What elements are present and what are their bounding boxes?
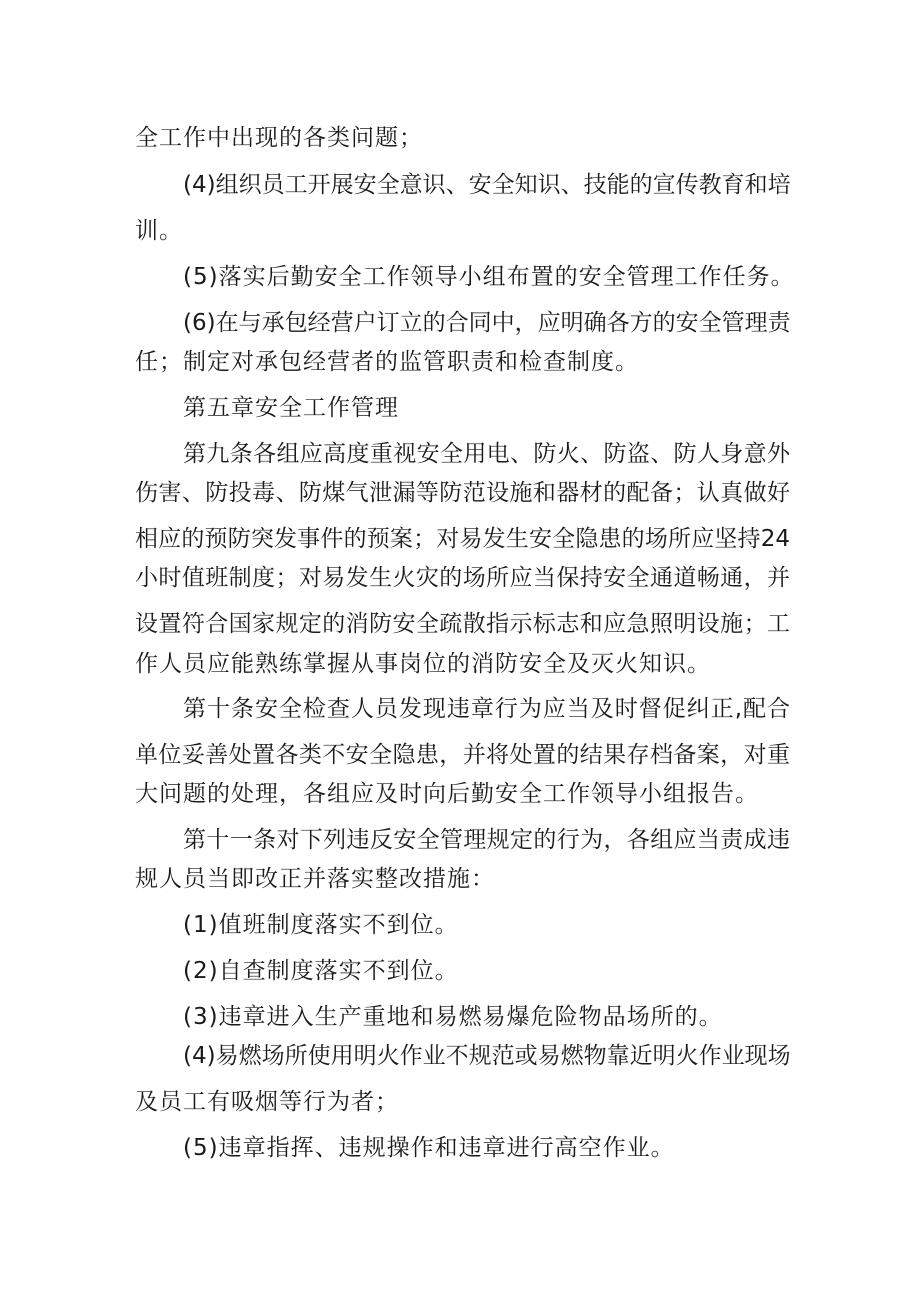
text-line: 单位妥善处置各类不安全隐患，并将处置的结果存档备案，对重 [135,742,790,768]
text-line: 及员工有吸烟等行为者； [135,1089,399,1115]
text-line: 训。 [135,218,183,244]
text-line: 第十一条对下列违反安全管理规定的行为，各组应当责成违 [183,827,790,853]
text-line: 作人员应能熟练掌握从事岗位的消防安全及灭火知识。 [135,651,711,677]
list-item: (5)违章指挥、违规操作和违章进行高空作业。 [183,1135,675,1161]
text-line: 相应的预防突发事件的预案；对易发生安全隐患的场所应坚持24 [135,526,790,552]
list-item: (1)值班制度落实不到位。 [183,912,459,938]
text-line: 伤害、防投毒、防煤气泄漏等防范设施和器材的配备；认真做好 [135,480,790,506]
text-line: 规人员当即改正并落实整改措施： [135,866,495,892]
text-line: 任；制定对承包经营者的监管职责和检查制度。 [135,349,639,375]
text-line: (5)落实后勤安全工作领导小组布置的安全管理工作任务。 [183,264,795,290]
text-line: 第九条各组应高度重视安全用电、防火、防盗、防人身意外 [183,441,790,467]
text-line: 第十条安全检查人员发现违章行为应当及时督促纠正,配合 [183,696,790,722]
list-item: (4)易燃场所使用明火作业不规范或易燃物靠近明火作业现场 [183,1043,791,1069]
text-line: 设置符合国家规定的消防安全疏散指示标志和应急照明设施；工 [135,611,790,637]
text-line: 大问题的处理，各组应及时向后勤安全工作领导小组报告。 [135,781,759,807]
list-item: (3)违章进入生产重地和易燃易爆危险物品场所的。 [183,1004,723,1030]
text-line: (4)组织员工开展安全意识、安全知识、技能的宣传教育和培 [183,172,791,198]
list-item: (2)自查制度落实不到位。 [183,958,459,984]
text-line: 小时值班制度；对易发生火灾的场所应当保持安全通道畅通，并 [135,565,790,591]
text-line: (6)在与承包经营户订立的合同中，应明确各方的安全管理责 [183,310,791,336]
text-line: 全工作中出现的各类问题； [135,125,423,151]
chapter-heading: 第五章安全工作管理 [183,395,399,421]
